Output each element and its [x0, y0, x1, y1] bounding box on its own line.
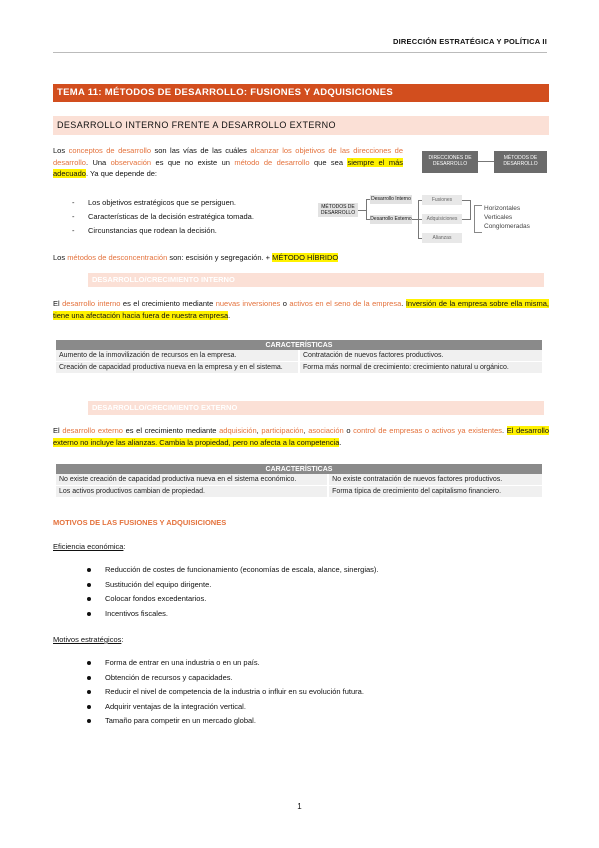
externo-characteristics-table: [56, 464, 542, 498]
externo-paragraph: El desarrollo externo es el crecimiento mediante adquisición, participación, asociación o control de empresas o activos ya existentes. El desarrollo externo no incluye las alianzas. Cambia la propiedad, pero no afecta a la competencia.: [53, 426, 549, 447]
band-interno: DESARROLLO/CRECIMIENTO INTERNO: [88, 273, 544, 287]
diagram-box-directions: DIRECCIONES DE DESARROLLO: [422, 151, 478, 173]
band-externo: DESARROLLO/CRECIMIENTO EXTERNO: [88, 401, 544, 415]
diagram-box-methods-root: MÉTODOS DE DESARROLLO: [318, 203, 358, 217]
header-rule: [53, 52, 547, 53]
table-header: CARACTERÍSTICAS: [56, 464, 542, 474]
table-cell: Forma típica de crecimiento del capitalismo financiero.: [328, 486, 542, 498]
table-cell: Creación de capacidad productiva nueva en la empresa y en el sistema.: [56, 362, 299, 374]
table-cell: Los activos productivos cambian de propiedad.: [56, 486, 328, 498]
list-item: Colocar fondos excedentarios.: [85, 592, 379, 607]
table-row: [56, 350, 542, 362]
interno-paragraph: El desarrollo interno es el crecimiento mediante nuevas inversiones o activos en el seno de la empresa. Inversión de la empresa sobre ella misma, tiene una afectación hacia fuera de nuestra empresa.: [53, 299, 549, 320]
table-row: [56, 362, 542, 374]
est-heading: Motivos estratégicos:: [53, 635, 124, 644]
type-conglomerate: Conglomeradas: [484, 223, 530, 230]
diagram-box-fusiones: Fusiones: [422, 195, 462, 205]
table-row: [56, 474, 542, 486]
diagram-connector: [478, 161, 494, 162]
diagram-connector: [366, 199, 367, 219]
diagram-connector: [462, 219, 470, 220]
list-item: Adquirir ventajas de la integración vertical.: [85, 700, 364, 715]
list-item: Reducción de costes de funcionamiento (economías de escala, alance, sinergias).: [85, 563, 379, 578]
table-row: [56, 486, 542, 498]
chapter-title: TEMA 11: MÉTODOS DE DESARROLLO: FUSIONES Y ADQUISICIONES: [53, 84, 549, 102]
list-item: Incentivos fiscales.: [85, 607, 379, 622]
list-item: Obtención de recursos y capacidades.: [85, 671, 364, 686]
diagram-bracket: [474, 205, 482, 233]
diagram-types: [484, 204, 530, 231]
est-list: [85, 656, 364, 729]
running-header: DIRECCIÓN ESTRATÉGICA Y POLÍTICA II: [393, 37, 547, 46]
table-cell: No existe contratación de nuevos factores productivos.: [328, 474, 542, 486]
section-title: DESARROLLO INTERNO FRENTE A DESARROLLO EXTERNO: [53, 116, 549, 135]
interno-characteristics-table: [56, 340, 542, 374]
eco-heading: Eficiencia económica:: [53, 542, 126, 551]
page-number: 1: [297, 802, 302, 811]
diagram-box-adquisiciones: Adquisiciones: [422, 214, 462, 224]
diagram-connector: [358, 210, 366, 211]
table-cell: Contratación de nuevos factores productivos.: [299, 350, 542, 362]
diagram-box-alianzas: Alianzas: [422, 233, 462, 243]
diagram-box-externo: Desarrollo Externo: [370, 216, 412, 222]
table-header: CARACTERÍSTICAS: [56, 340, 542, 350]
list-item: - Circunstancias que rodean la decisión.: [72, 224, 254, 238]
list-item: - Los objetivos estratégicos que se persiguen.: [72, 196, 254, 210]
type-horizontal: Horizontales: [484, 205, 521, 212]
diagram-box-methods: MÉTODOS DE DESARROLLO: [494, 151, 547, 173]
table-cell: No existe creación de capacidad productiva nueva en el sistema económico.: [56, 474, 328, 486]
depends-list: [72, 196, 254, 238]
motivos-heading: MOTIVOS DE LAS FUSIONES Y ADQUISICIONES: [53, 518, 227, 527]
list-item: Forma de entrar en una industria o en un país.: [85, 656, 364, 671]
table-cell: Forma más normal de crecimiento: crecimiento natural u orgánico.: [299, 362, 542, 374]
list-item: Sustitución del equipo dirigente.: [85, 578, 379, 593]
diagram-connector: [470, 200, 471, 220]
type-vertical: Verticales: [484, 214, 513, 221]
intro-paragraph: Los conceptos de desarrollo son las vías de las cuáles alcanzar los objetivos de las direcciones de desarrollo. Una observación es que no existe un método de desarrollo que sea siempre el más adecuado. Ya que depende de:: [53, 146, 403, 178]
eco-list: [85, 563, 379, 621]
table-cell: Aumento de la inmovilización de recursos en la empresa.: [56, 350, 299, 362]
list-item: Tamaño para competir en un mercado global.: [85, 714, 364, 729]
deconcentration-paragraph: Los métodos de desconcentración son: escisión y segregación. + MÉTODO HÍBRIDO: [53, 253, 339, 262]
diagram-box-interno: Desarrollo Interno: [371, 196, 411, 202]
list-item: Reducir el nivel de competencia de la industria o influir en su evolución futura.: [85, 685, 364, 700]
list-item: - Características de la decisión estratégica tomada.: [72, 210, 254, 224]
diagram-connector: [462, 200, 470, 201]
